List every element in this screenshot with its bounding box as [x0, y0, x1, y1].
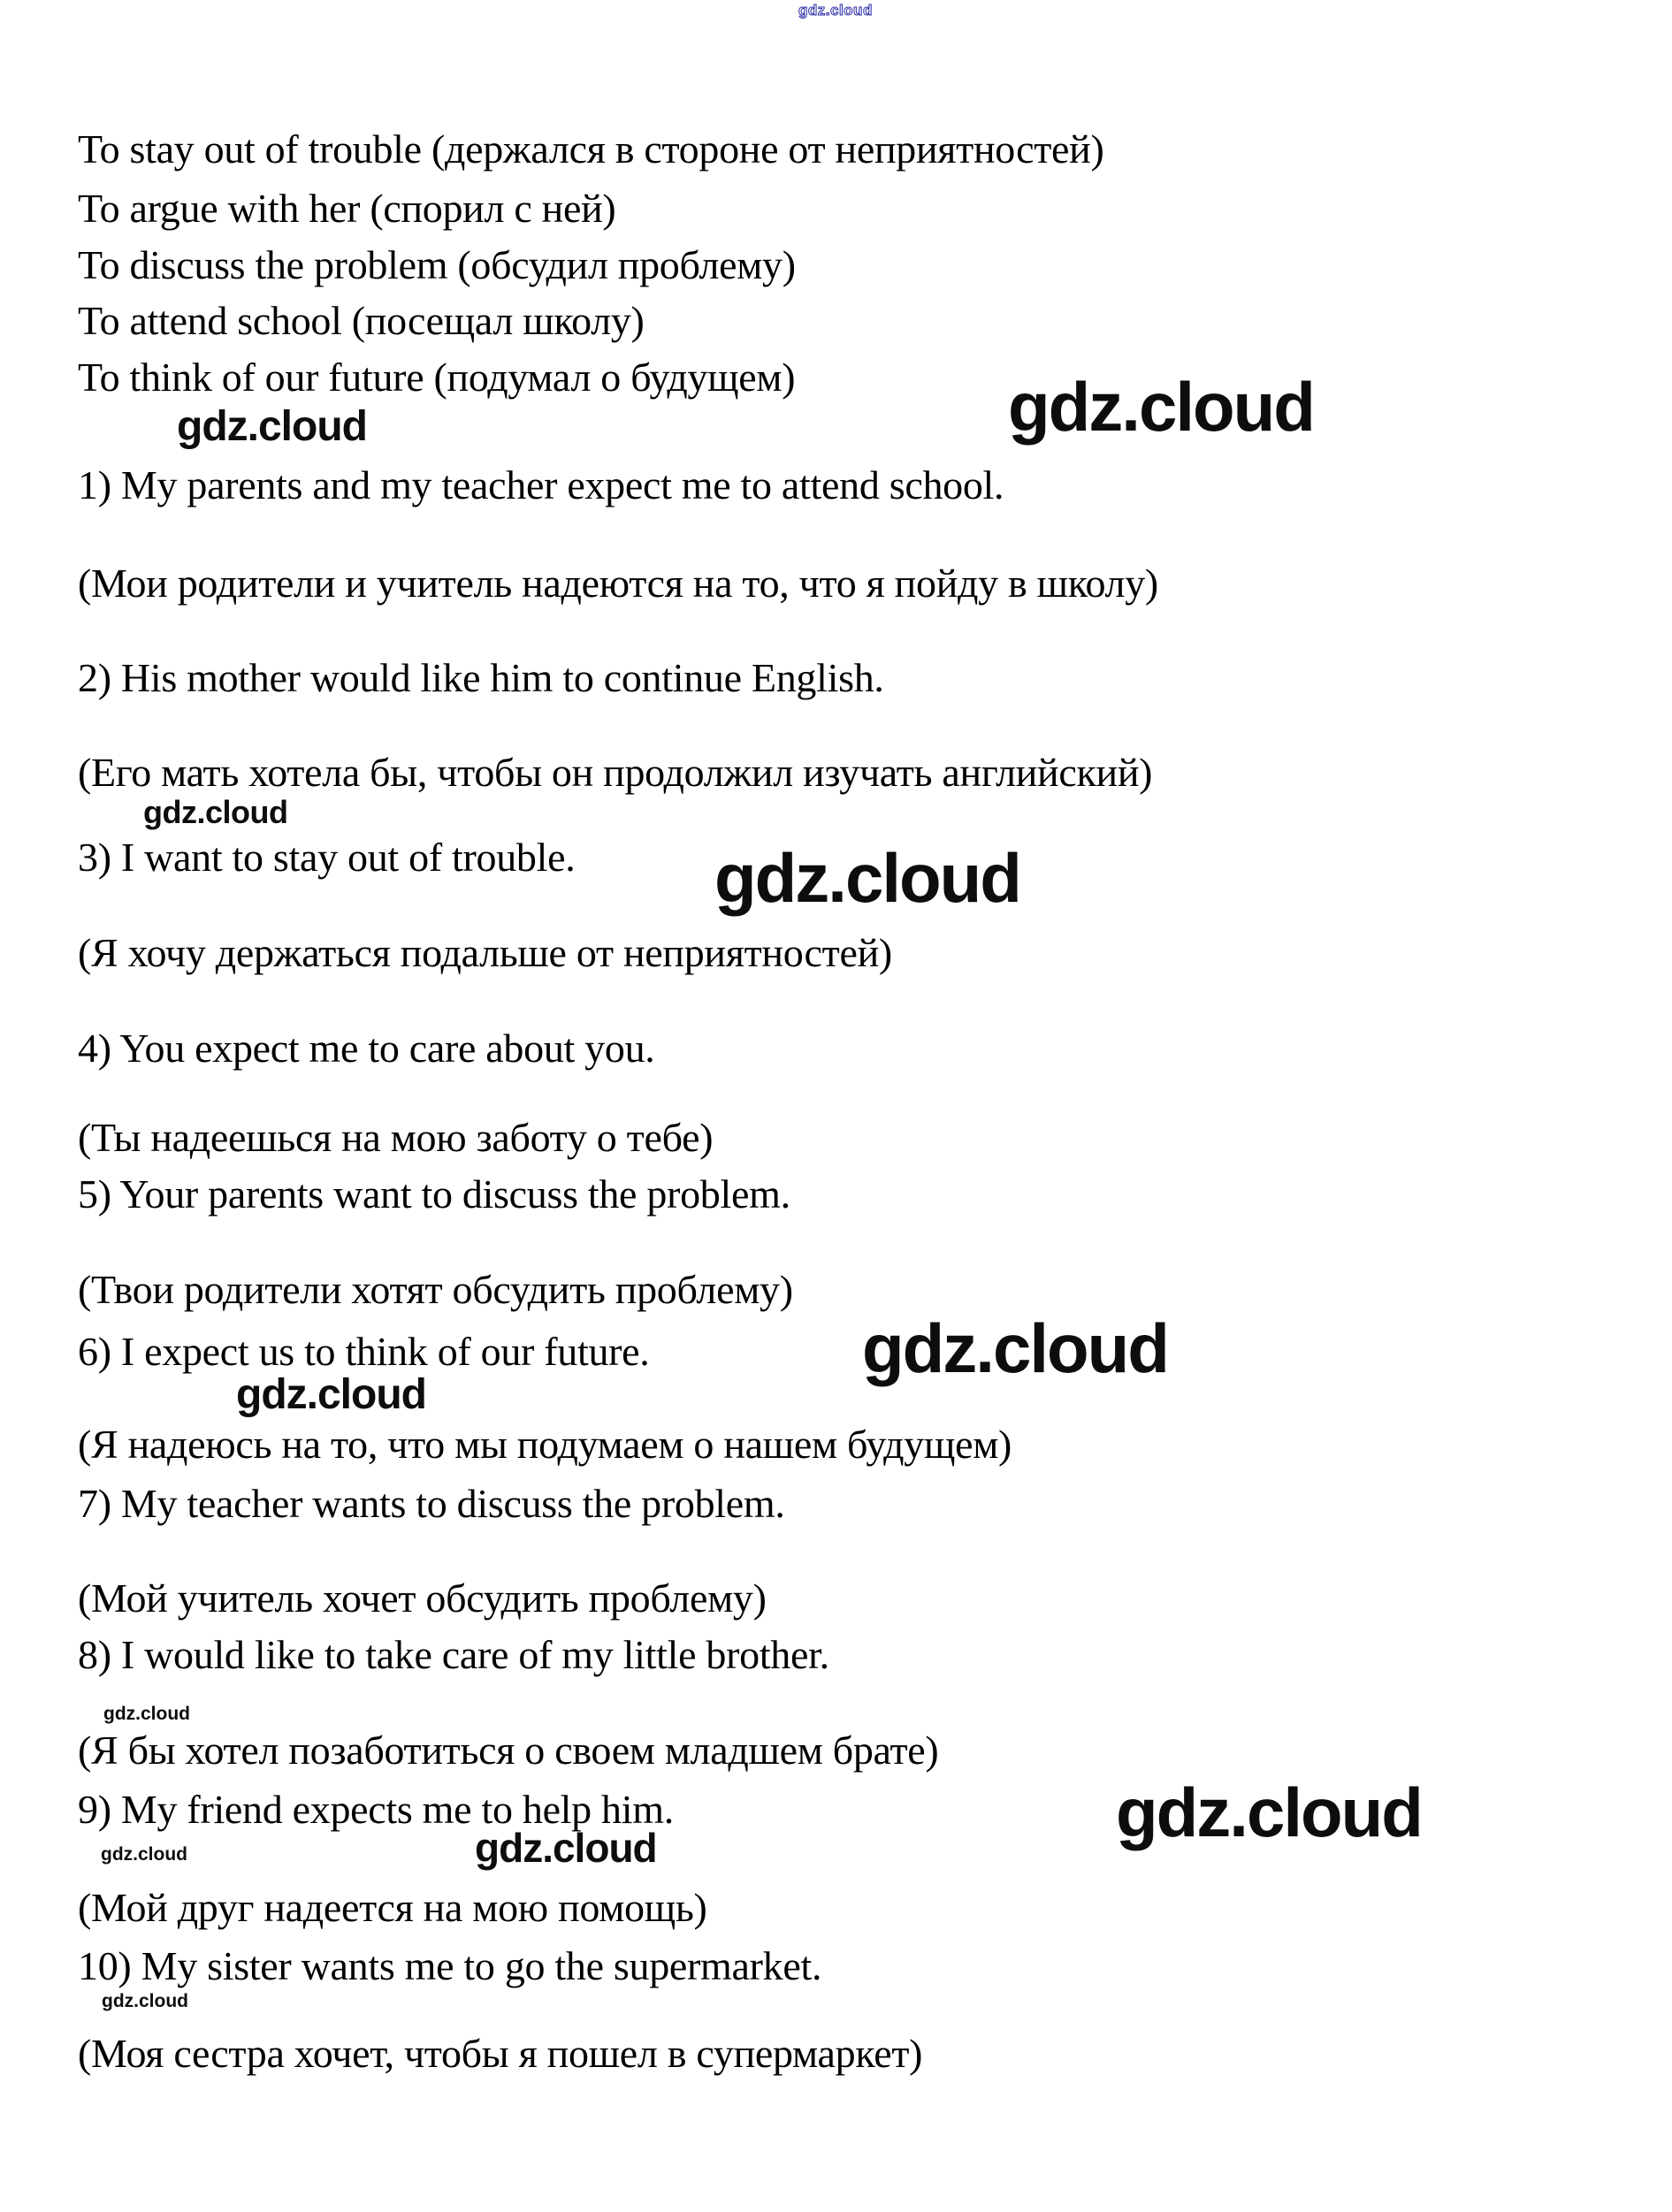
- translation-5: (Твои родители хотят обсудить проблему): [78, 1267, 793, 1312]
- translation-1: (Мои родители и учитель надеются на то, что я пойду в школу): [78, 561, 1158, 606]
- watermark-gdz-cloud-medium-1: gdz.cloud: [177, 403, 367, 450]
- watermark-gdz-cloud-medium-2: gdz.cloud: [143, 794, 288, 830]
- sentence-1: 1) My parents and my teacher expect me to attend school.: [78, 462, 1004, 507]
- phrase-line-4: To attend school (посещал школу): [78, 298, 645, 343]
- translation-2: (Его мать хотела бы, чтобы он продолжил изучать английский): [78, 750, 1153, 795]
- watermark-gdz-cloud-medium-4: gdz.cloud: [475, 1825, 657, 1871]
- sentence-3: 3) I want to stay out of trouble.: [78, 835, 576, 880]
- sentence-2: 2) His mother would like him to continue English.: [78, 655, 884, 700]
- translation-10: (Моя сестра хочет, чтобы я пошел в супермаркет): [78, 2031, 923, 2076]
- sentence-7: 7) My teacher wants to discuss the problem.: [78, 1481, 785, 1526]
- phrase-line-5: To think of our future (подумал о будущем): [78, 355, 796, 400]
- sentence-6: 6) I expect us to think of our future.: [78, 1329, 650, 1374]
- sentence-8: 8) I would like to take care of my little brother.: [78, 1632, 829, 1677]
- watermark-gdz-cloud-large-3: gdz.cloud: [862, 1309, 1168, 1387]
- watermark-gdz-cloud-medium-3: gdz.cloud: [236, 1371, 426, 1418]
- watermark-gdz-cloud-large-2: gdz.cloud: [714, 839, 1020, 917]
- watermark-gdz-cloud-tiny-2: gdz.cloud: [101, 1844, 187, 1865]
- translation-7: (Мой учитель хочет обсудить проблему): [78, 1575, 767, 1621]
- phrase-line-1: To stay out of trouble (держался в стороне от неприятностей): [78, 126, 1104, 172]
- sentence-5: 5) Your parents want to discuss the problem.: [78, 1171, 790, 1217]
- watermark-gdz-cloud-tiny-1: gdz.cloud: [103, 1704, 190, 1724]
- phrase-line-2: To argue with her (спорил с ней): [78, 186, 616, 231]
- translation-6: (Я надеюсь на то, что мы подумаем о нашем будущем): [78, 1422, 1012, 1467]
- translation-9: (Мой друг надеется на мою помощь): [78, 1885, 707, 1930]
- translation-4: (Ты надеешься на мою заботу о тебе): [78, 1115, 714, 1160]
- phrase-line-3: To discuss the problem (обсудил проблему): [78, 242, 796, 287]
- sentence-9: 9) My friend expects me to help him.: [78, 1787, 674, 1832]
- watermark-gdz-cloud-large-1: gdz.cloud: [1008, 368, 1314, 446]
- sentence-4: 4) You expect me to care about you.: [78, 1026, 655, 1071]
- translation-8: (Я бы хотел позаботиться о своем младшем брате): [78, 1728, 939, 1773]
- translation-3: (Я хочу держаться подальше от неприятностей): [78, 930, 892, 975]
- watermark-gdz-cloud-large-4: gdz.cloud: [1116, 1773, 1422, 1851]
- watermark-gdz-cloud-outline-icon: gdz.cloud: [798, 2, 873, 19]
- sentence-10: 10) My sister wants me to go the supermarket.: [78, 1943, 822, 1988]
- watermark-gdz-cloud-tiny-3: gdz.cloud: [102, 1991, 188, 2011]
